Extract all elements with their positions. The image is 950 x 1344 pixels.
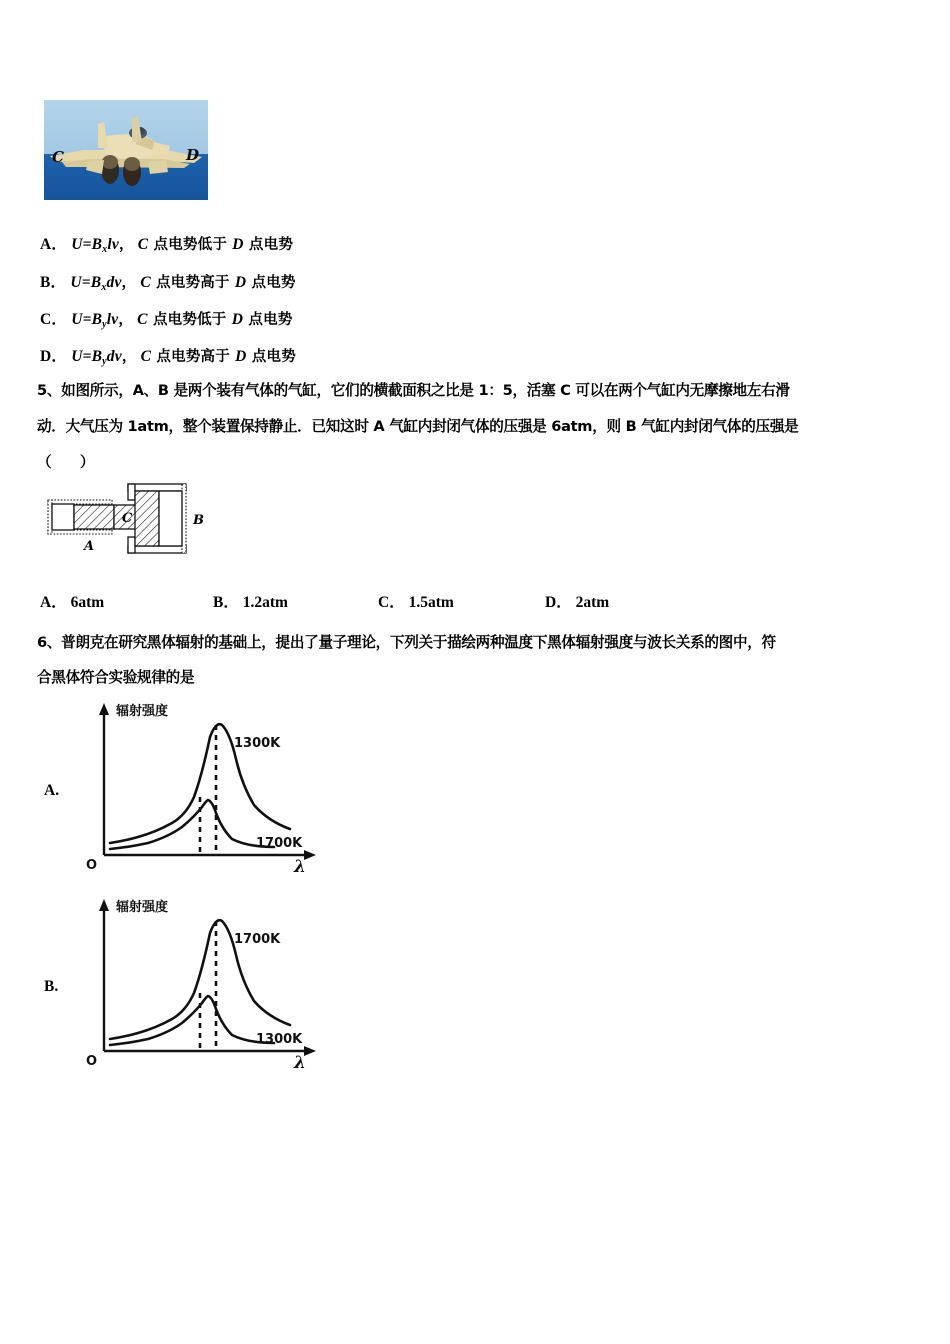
q4-option-d-formula-suffix: dv — [106, 348, 122, 365]
q5-answer-a: A． 6atm — [40, 594, 105, 611]
graph-b-series-1-label: 1700K — [234, 932, 281, 947]
q5-answer-b: B． 1.2atm — [213, 594, 288, 611]
q5-answer-d-value: 2atm — [575, 594, 610, 611]
q4-option-b-formula-suffix: dv — [106, 274, 122, 291]
q4-option-a-text-mid: 点电势低于 — [148, 237, 233, 253]
cylinder-label-c-text: C — [122, 511, 133, 526]
graph-b-series-2-label: 1300K — [256, 1032, 303, 1047]
graph-b-xlabel: λ — [294, 1053, 306, 1071]
q5-stem-line2: 动．大气压为 1atm，整个装置保持静止．已知这时 A 气缸内封闭气体的压强是 6atm，则 B 气缸内封闭气体的压强是 — [37, 418, 799, 435]
graph-a-ylabel: 辐射强度 — [116, 704, 169, 719]
q4-option-b-text-end: 点电势 — [246, 275, 296, 291]
q4-option-b-point-to: D — [234, 274, 247, 291]
q4-option-b: B． $U=B_xdv$， C 点电势高于 D 点电势 — [40, 274, 296, 293]
cylinder-piston-figure — [40, 472, 215, 572]
q4-option-a-letter: A — [40, 236, 52, 253]
q4-option-a-point-from: C — [137, 236, 149, 253]
q4-option-b-comma: ， — [121, 275, 137, 291]
q4-option-c-formula-prefix: U=B — [71, 311, 103, 328]
fighter-jet-photo — [44, 100, 208, 200]
q6-stem-line2: 合黑体符合实验规律的是 — [37, 669, 195, 686]
label-d-text: D — [186, 146, 200, 164]
q5-answer-a-value: 6atm — [70, 594, 105, 611]
q5-answer-b-letter: B — [213, 594, 224, 611]
q4-option-c-formula-suffix: lv — [106, 311, 119, 328]
q4-option-a-text-end: 点电势 — [243, 237, 294, 253]
q4-option-d-letter: D — [40, 348, 52, 365]
q4-option-a-formula-sub: x — [102, 244, 108, 255]
q4-option-d-point-from: C — [140, 348, 152, 365]
q5-stem-line1: 5、如图所示，A、B 是两个装有气体的气缸，它们的横截面积之比是 1：5，活塞 C 可以在两个气缸内无摩擦地左右滑 — [37, 382, 790, 399]
q5-answer-d: D． 2atm — [545, 594, 610, 611]
q4-option-b-letter: B — [40, 274, 51, 291]
q6-option-b-letter: B. — [44, 978, 59, 995]
q5-answer-c: C． 1.5atm — [378, 594, 454, 611]
q4-option-a-comma: ， — [118, 237, 134, 253]
q4-option-c-text-mid: 点电势低于 — [147, 312, 232, 328]
graph-b-ylabel: 辐射强度 — [116, 900, 169, 915]
q5-answer-a-letter: A — [40, 594, 52, 611]
cylinder-label-a-text: A — [84, 539, 95, 554]
q4-option-c-point-to: D — [231, 311, 244, 328]
q4-option-b-formula-sub: x — [101, 282, 107, 293]
q5-answer-b-value: 1.2atm — [242, 594, 288, 611]
q4-option-c-text-end: 点电势 — [243, 312, 293, 328]
graph-a-series-2-label: 1700K — [256, 836, 303, 851]
graph-a-origin-label: O — [86, 858, 98, 873]
q4-option-d-point-to: D — [235, 348, 247, 365]
q5-stem-line3: （ ） — [37, 454, 95, 471]
q4-option-d-text-mid: 点电势高于 — [151, 349, 236, 365]
q4-option-c-formula-sub: y — [102, 319, 107, 330]
q4-option-d-formula-prefix: U=B — [71, 348, 103, 365]
q5-answer-d-letter: D — [545, 594, 557, 611]
label-c-text: C — [52, 148, 64, 166]
graph-a-xlabel: λ — [294, 857, 306, 875]
q4-option-b-formula-prefix: U=B — [70, 274, 102, 291]
q4-option-d-text-end: 点电势 — [246, 349, 296, 365]
q4-option-a: A． $U=B_xlv$， C 点电势低于 D 点电势 — [40, 236, 294, 255]
blackbody-graph-option-b — [76, 893, 331, 1071]
q4-option-d: D． $U=B_ydv$， C 点电势高于 D 点电势 — [40, 348, 296, 367]
q4-option-b-point-from: C — [140, 274, 151, 291]
q4-option-a-formula-suffix: lv — [107, 236, 119, 253]
q4-option-a-point-to: D — [232, 236, 244, 253]
q5-answer-c-letter: C — [378, 594, 390, 611]
q4-option-c-comma: ， — [118, 312, 134, 328]
graph-a-series-1-label: 1300K — [234, 736, 281, 751]
q4-option-d-formula-sub: y — [102, 356, 107, 367]
q4-option-c-letter: C — [40, 311, 52, 328]
blackbody-graph-option-a — [76, 697, 331, 875]
q4-option-c-point-from: C — [137, 311, 148, 328]
q4-option-d-comma: ， — [121, 349, 137, 365]
q5-answer-c-value: 1.5atm — [408, 594, 454, 611]
q4-option-b-text-mid: 点电势高于 — [150, 275, 235, 291]
q4-option-a-formula-prefix: U=B — [71, 236, 103, 253]
q4-option-c: C． $U=B_ylv$， C 点电势低于 D 点电势 — [40, 311, 293, 330]
q6-option-a-letter: A. — [44, 782, 60, 799]
q6-stem-line1: 6、普朗克在研究黑体辐射的基础上，提出了量子理论，下列关于描绘两种温度下黑体辐射强度与波长关系的图中，符 — [37, 634, 776, 651]
graph-b-origin-label: O — [86, 1054, 98, 1069]
cylinder-label-b-text: B — [193, 513, 204, 528]
